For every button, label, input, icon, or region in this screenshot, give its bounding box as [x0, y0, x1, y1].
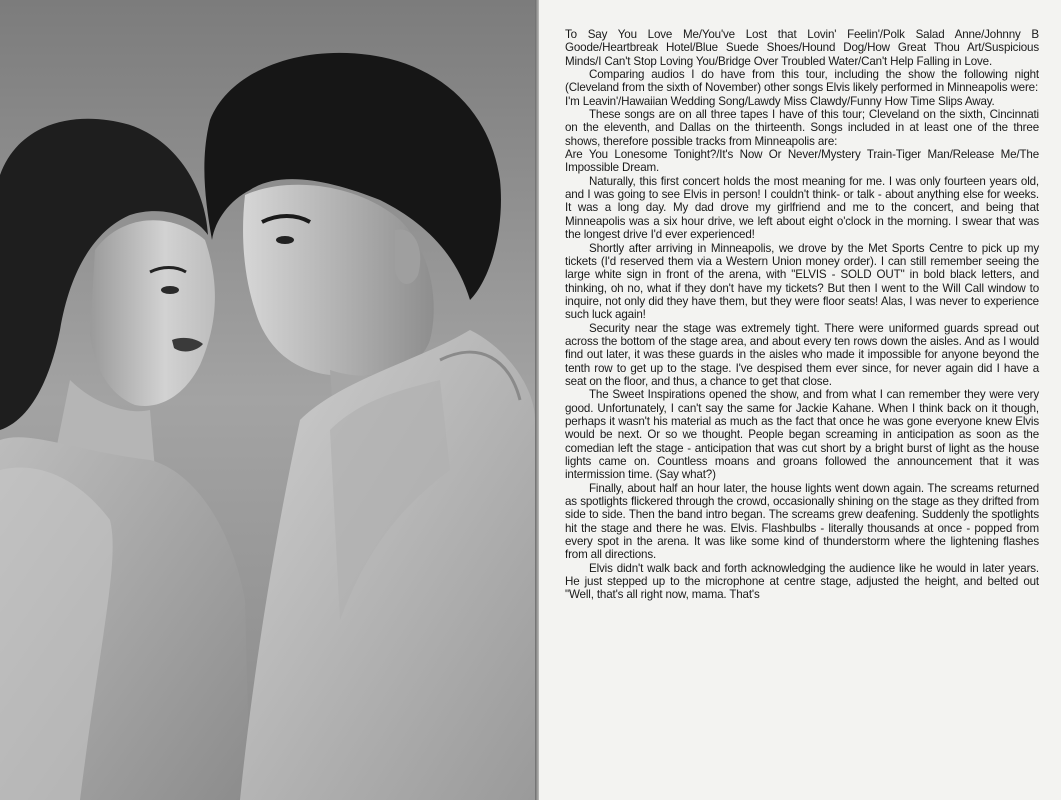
- paragraph: Elvis didn't walk back and forth acknowledging the audience like he would in later years. He just stepped up to the microphone at centre stage, adjusted the height, and belted out "Well, that's all right now, mama. That's: [565, 561, 1039, 602]
- paragraph: Comparing audios I do have from this tour, including the show the following night (Cleveland from the sixth of November) other songs Elvis likely performed in Minneapolis were:: [565, 68, 1039, 95]
- paragraph: Security near the stage was extremely tight. There were uniformed guards spread out across the bottom of the stage area, and about every ten rows down the aisles. And as I would find out later, it was these guards in the aisles who made it impossible for anyone beyond the tenth row to get up to the stage. I've despised them ever since, for never again did I have a seat on the floor, and thus, a chance to get that close.: [565, 321, 1039, 388]
- paragraph: Finally, about half an hour later, the house lights went down again. The screams returned as spotlights flickered through the crowd, occasionally shining on the stage as they drifted from side to side. Then the band intro began. The screams grew deafening. Suddenly the spotlights hit the stage and there he was. Elvis. Flashbulbs - literally thousands at once - popped from every spot in the arena. It was like some kind of thunderstorm where the lightening flashes from all directions.: [565, 481, 1039, 562]
- article-body: [565, 28, 1039, 602]
- paragraph: Naturally, this first concert holds the most meaning for me. I was only fourteen years old, and I was going to see Elvis in person! I couldn't think- or talk - about anything else for weeks. It was a long day. My dad drove my girlfriend and me to the concert, and being that Minneapolis was a six hour drive, we left about eight o'clock in the morning. I swear that was the longest drive I'd ever experienced!: [565, 174, 1039, 242]
- paragraph: I'm Leavin'/Hawaiian Wedding Song/Lawdy Miss Clawdy/Funny How Time Slips Away.: [565, 94, 995, 108]
- paragraph: To Say You Love Me/You've Lost that Lovin' Feelin'/Polk Salad Anne/Johnny B Goode/Heartbreak Hotel/Blue Suede Shoes/Hound Dog/How Great Thou Art/Suspicious Minds/I Can't Stop Loving You/Bridge Over Troubled Water/Can't Help Falling in Love.: [565, 28, 1039, 68]
- paragraph: The Sweet Inspirations opened the show, and from what I can remember they were very good. Unfortunately, I can't say the same for Jackie Kahane. When I think back on it though, perhaps it wasn't his material as much as the fact that once he was gone everyone knew Elvis would be next. Or so we thought. People began screaming in anticipation as soon as the comedian left the stage - anticipation that was cut short by a bright burst of light as the house lights came on. Countless moans and groans followed the announcement that it was intermission time. (Say what?): [565, 388, 1039, 482]
- paragraph: These songs are on all three tapes I have of this tour; Cleveland on the sixth, Cincinnati on the eleventh, and Dallas on the thirteenth. Songs included in at least one of the three shows, therefore possible tracks from Minneapolis are:: [565, 108, 1039, 148]
- text-page: [539, 0, 1061, 800]
- paragraph: Shortly after arriving in Minneapolis, we drove by the Met Sports Centre to pick up my tickets (I'd reserved them via a Western Union money order). I can still remember seeing the large white sign in front of the arena, with "ELVIS - SOLD OUT" in bold black letters, and thinking, oh no, what if they don't have my tickets? But then I went to the Will Call window to inquire, not only did they have them, but they were floor seats! Alas, I was never to experience such luck again!: [565, 241, 1039, 322]
- paragraph: Are You Lonesome Tonight?/It's Now Or Never/Mystery Train-Tiger Man/Release Me/The Impossible Dream.: [565, 148, 1039, 175]
